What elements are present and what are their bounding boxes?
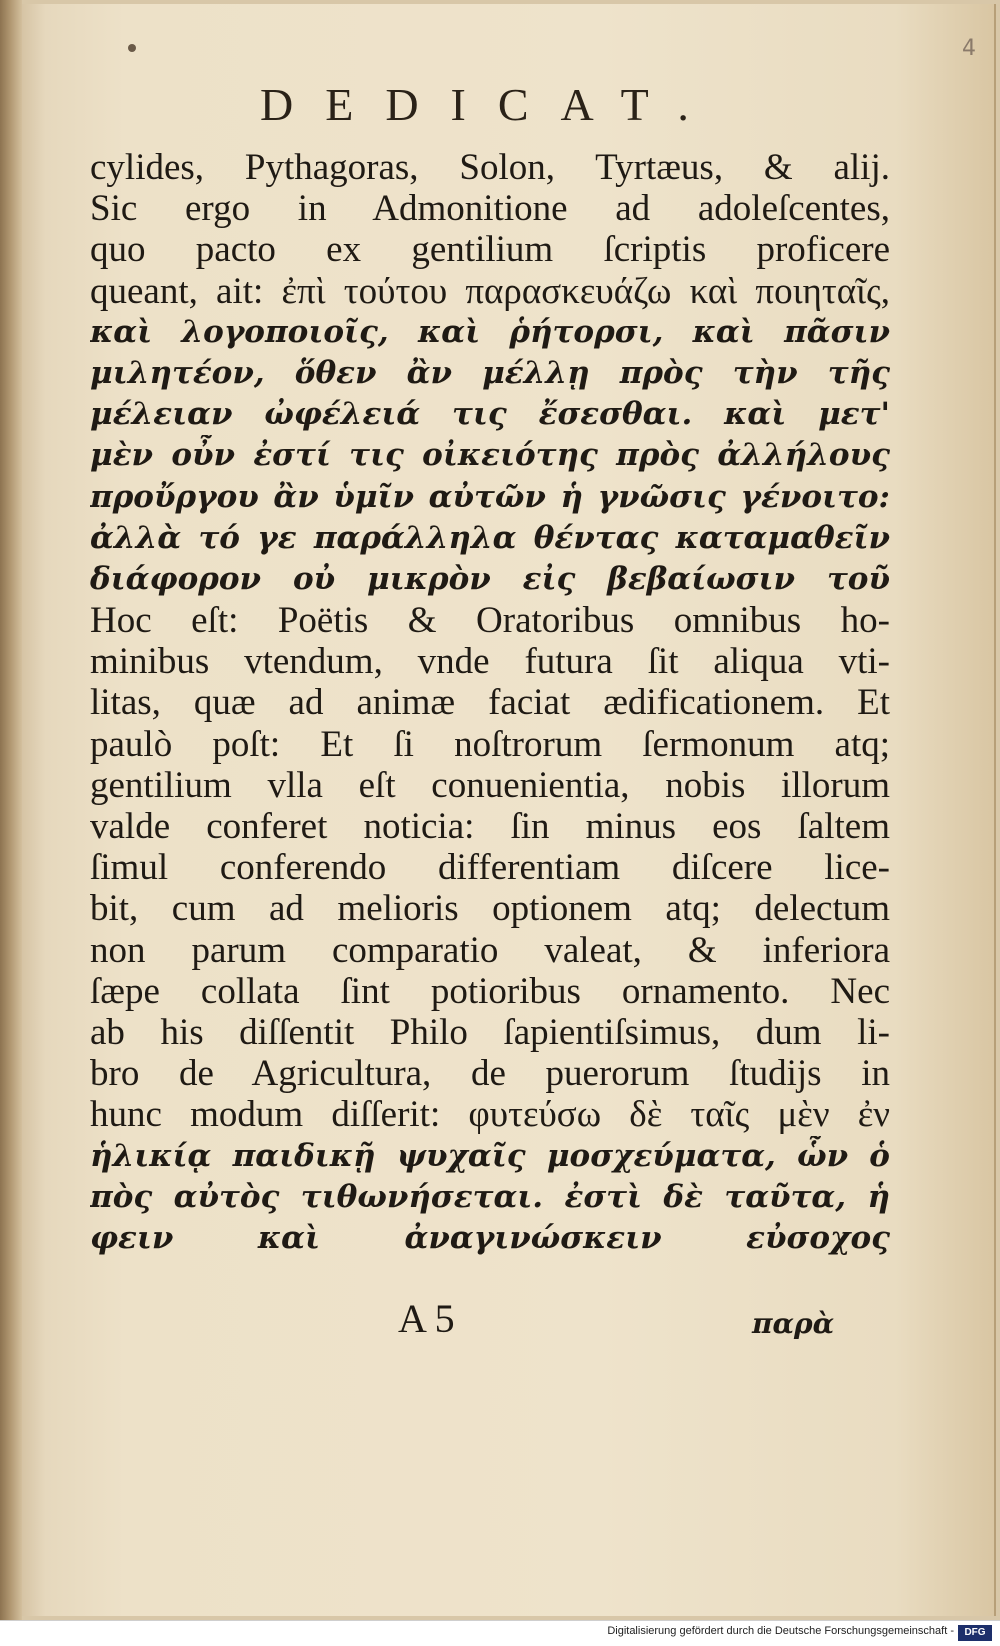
text-line: hunc modum diſſerit: φυτεύσω δὲ ταῖς μὲν ἐν <box>90 1094 890 1136</box>
text-line: bro de Agricultura, de puerorum ſtudijs in <box>90 1053 890 1095</box>
greek-line: ἀλλὰ τό γε παράλληλα θέντας καταμαθεῖν <box>90 519 890 556</box>
text-line: non parum comparatio valeat, & inferiora <box>90 929 890 971</box>
text-line: Sic ergo in Admonitione ad adoleſcentes, <box>90 188 890 230</box>
text-line: quo pacto ex gentilium ſcriptis proficere <box>90 229 890 271</box>
text-line: queant, ait: ἐπὶ τούτου παρασκευάζω καὶ ποιηταῖς, <box>90 270 890 312</box>
text-line: gentilium vlla eſt conuenientia, nobis illorum <box>90 764 890 806</box>
text-line: valde conferet noticia: ſin minus eos ſaltem <box>90 806 890 847</box>
greek-line: προὔργου ἂν ὑμῖν αὐτῶν ἡ γνῶσις γένοιτο: <box>90 478 890 515</box>
catchword: παρὰ <box>752 1307 835 1340</box>
binding-gutter <box>0 0 22 1620</box>
ink-dot <box>128 44 136 52</box>
text-line: minibus vtendum, vnde futura ſit aliqua vti- <box>90 641 890 683</box>
text-line: Hoc eſt: Poëtis & Oratoribus omnibus ho- <box>90 600 890 642</box>
text-line: ab his diſſentit Philo ſapientiſsimus, dum li- <box>90 1011 890 1053</box>
greek-line: μέλειαν ὠφέλειά τις ἔσεσθαι. καὶ μετ' <box>90 396 890 433</box>
greek-line: πὸς αὐτὸς τιθωνήσεται. ἐστὶ δὲ ταῦτα, ἡ <box>90 1178 890 1215</box>
signature-mark: A 5 <box>398 1296 455 1341</box>
greek-line: μὲν οὖν ἐστί τις οἰκειότης πρὸς ἀλλήλους <box>90 437 890 474</box>
signature-line <box>0 1295 1000 1345</box>
greek-line: καὶ λογοποιοῖς, καὶ ῥήτορσι, καὶ πᾶσιν <box>90 313 890 350</box>
funding-credit: Digitalisierung gefördert durch die Deutsche Forschungsgemeinschaft - <box>607 1625 954 1637</box>
text-line: ſimul conferendo differentiam diſcere lice- <box>90 847 890 889</box>
dfg-logo: DFG <box>958 1625 992 1641</box>
text-line: cylides, Pythagoras, Solon, Tyrtæus, & alij. <box>90 147 890 188</box>
body-text <box>90 147 890 1259</box>
folio-number: 4 <box>962 36 976 61</box>
text-line: paulò poſt: Et ſi noſtrorum ſermonum atq; <box>90 723 890 765</box>
text-line: ſæpe collata ſint potioribus ornamento. Nec <box>90 970 890 1012</box>
greek-line: διάφορον οὐ μικρὸν εἰς βεβαίωσιν τοῦ <box>90 560 890 597</box>
greek-line: ἡλικίᾳ παιδικῇ ψυχαῖς μοσχεύματα, ὧν ὁ <box>90 1137 890 1174</box>
text-line: litas, quæ ad animæ faciat ædificationem. Et <box>90 682 890 724</box>
text-line: bit, cum ad melioris optionem atq; delectum <box>90 888 890 930</box>
running-head: DEDICAT. <box>260 79 721 130</box>
greek-line: φειν καὶ ἀναγινώσκειν εὐσοχος <box>90 1219 890 1256</box>
digitization-footer <box>0 1620 1000 1646</box>
greek-line: μιλητέον, ὅθεν ἂν μέλλῃ πρὸς τὴν τῆς <box>90 354 890 391</box>
